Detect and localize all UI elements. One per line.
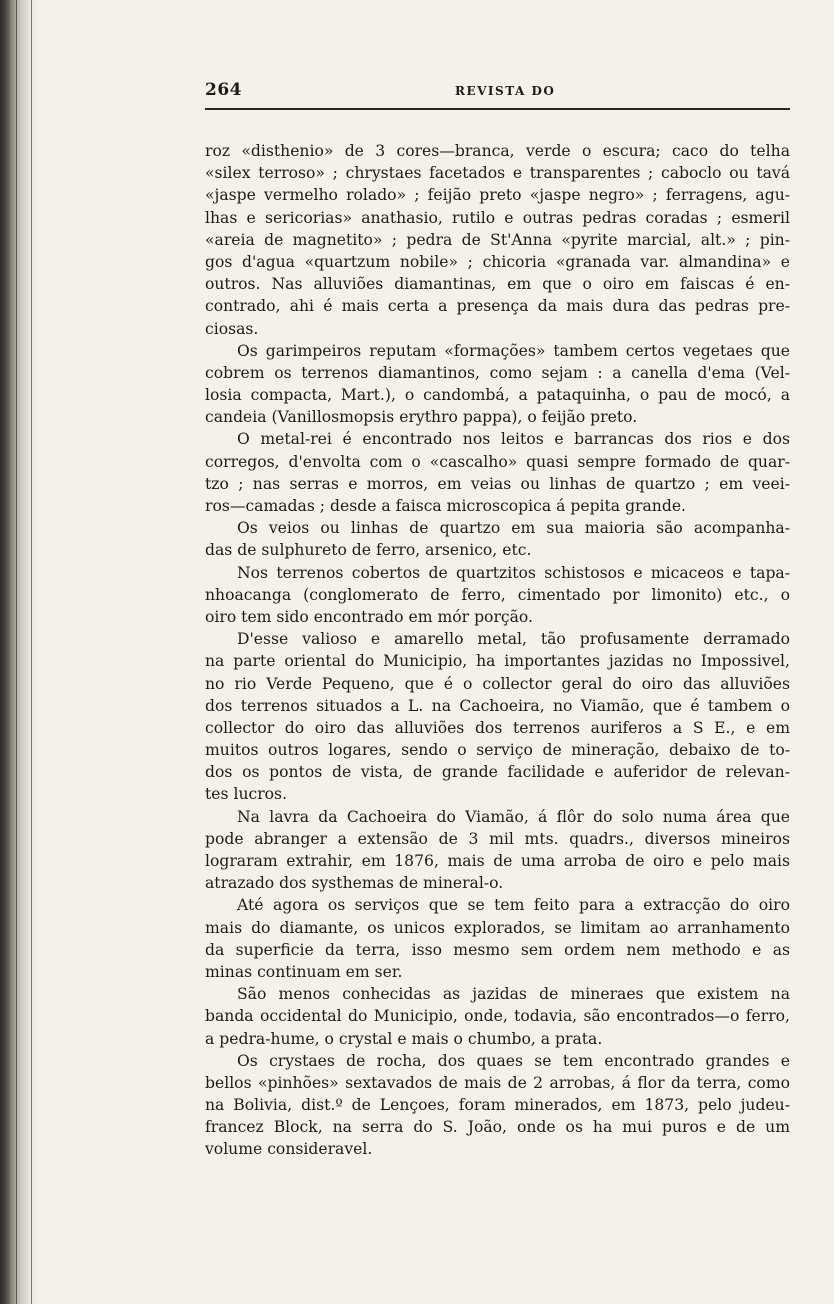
text-line: banda occidental do Municipio, onde, todavia, são encontrados—o ferro, [205,1007,790,1026]
page-number: 264 [205,80,242,100]
text-line: no rio Verde Pequeno, que é o collector geral do oiro das alluviões [205,674,790,693]
text-line: Na lavra da Cachoeira do Viamão, á flôr do solo numa área que [237,807,790,826]
body-text [205,140,790,1161]
page-header [205,80,790,110]
running-head: REVISTA DO [455,84,556,98]
text-line: Até agora os serviços que se tem feito para a extracção do oiro [237,896,790,915]
text-line: São menos conhecidas as jazidas de mineraes que existem na [237,985,790,1004]
text-line: das de sulphureto de ferro, arsenico, etc. [205,541,532,560]
text-line: «silex terroso» ; chrystaes facetados e transparentes ; caboclo ou tavá [205,164,790,183]
text-line: na parte oriental do Municipio, ha importantes jazidas no Impossivel, [205,652,790,671]
text-line: lhas e sericorias» anathasio, rutilo e outras pedras coradas ; esmeril [205,208,790,227]
text-line: O metal-rei é encontrado nos leitos e barrancas dos rios e dos [237,430,790,449]
text-line: ros—camadas ; desde a faisca microscopica á pepita grande. [205,497,687,515]
text-line: gos d'agua «quartzum nobile» ; chicoria «granada var. almandina» e [205,252,790,271]
text-line: nhoacanga (conglomerato de ferro, cimentado por limonito) etc., o [205,585,790,604]
text-line: tzo ; nas serras e morros, em veias ou linhas de quartzo ; em veei- [205,474,790,493]
text-line: dos os pontos de vista, de grande facilidade e auferidor de relevan- [205,763,790,782]
text-line: ciosas. [205,319,259,338]
book-binding-shadow [0,0,40,1304]
text-line: Os veios ou linhas de quartzo em sua maioria são acompanha- [237,519,790,538]
text-line: minas continuam em ser. [205,962,403,981]
text-line: D'esse valioso e amarello metal, tão profusamente derramado [237,630,790,649]
text-line: atrazado dos systhemas de mineral-o. [205,874,504,893]
text-line: Os crystaes de rocha, dos quaes se tem encontrado grandes e [237,1051,790,1070]
text-line: tes lucros. [205,785,288,804]
text-line: Os garimpeiros reputam «formações» tambem certos vegetaes que [237,341,790,360]
text-line: outros. Nas alluviões diamantinas, em que o oiro em faiscas é en- [205,275,790,294]
binding-edge-line [8,0,9,1304]
text-line: bellos «pinhões» sextavados de mais de 2 arrobas, á flor da terra, como [205,1073,790,1092]
text-line: a pedra-hume, o crystal e mais o chumbo, a prata. [205,1029,603,1048]
text-line: candeia (Vanillosmopsis erythro pappa), o feijão preto. [205,408,638,427]
text-line: roz «disthenio» de 3 cores—branca, verde o escura; caco do telha [205,142,790,160]
binding-edge-line [31,0,32,1304]
text-line: francez Block, na serra do S. João, onde os ha mui puros e de um [205,1118,790,1137]
text-line: collector do oiro das alluviões dos terrenos auriferos a S E., e em [205,718,790,737]
text-line: muitos outros logares, sendo o serviço de mineração, debaixo de to- [205,741,790,760]
text-line: contrado, ahi é mais certa a presença da mais dura das pedras pre- [205,297,790,316]
binding-edge-line [16,0,17,1304]
text-line: Nos terrenos cobertos de quartzitos schistosos e micaceos e tapa- [237,563,790,582]
text-line: cobrem os terrenos diamantinos, como sejam : a canella d'ema (Vel- [205,363,790,382]
text-line: na Bolivia, dist.º de Lençoes, foram minerados, em 1873, pelo judeu- [205,1096,790,1115]
text-line: pode abranger a extensão de 3 mil mts. quadrs., diversos mineiros [205,829,790,848]
text-line: oiro tem sido encontrado em mór porção. [205,607,533,626]
text-line: «jaspe vermelho rolado» ; feijão preto «jaspe negro» ; ferragens, agu- [205,186,790,205]
text-line: lograram extrahir, em 1876, mais de uma arroba de oiro e pelo mais [205,852,790,870]
text-line: mais do diamante, os unicos explorados, se limitam ao arranhamento [205,918,790,937]
header-rule [205,108,790,110]
text-line: da superficie da terra, isso mesmo sem ordem nem methodo e as [205,940,790,959]
text-line: losia compacta, Mart.), o candombá, a pataquinha, o pau de mocó, a [205,386,790,405]
text-line: corregos, d'envolta com o «cascalho» quasi sempre formado de quar- [205,452,790,471]
text-line: dos terrenos situados a L. na Cachoeira, no Viamão, que é tambem o [205,696,790,715]
text-line: volume consideravel. [205,1140,373,1159]
text-line: «areia de magnetito» ; pedra de St'Anna «pyrite marcial, alt.» ; pin- [205,230,790,249]
